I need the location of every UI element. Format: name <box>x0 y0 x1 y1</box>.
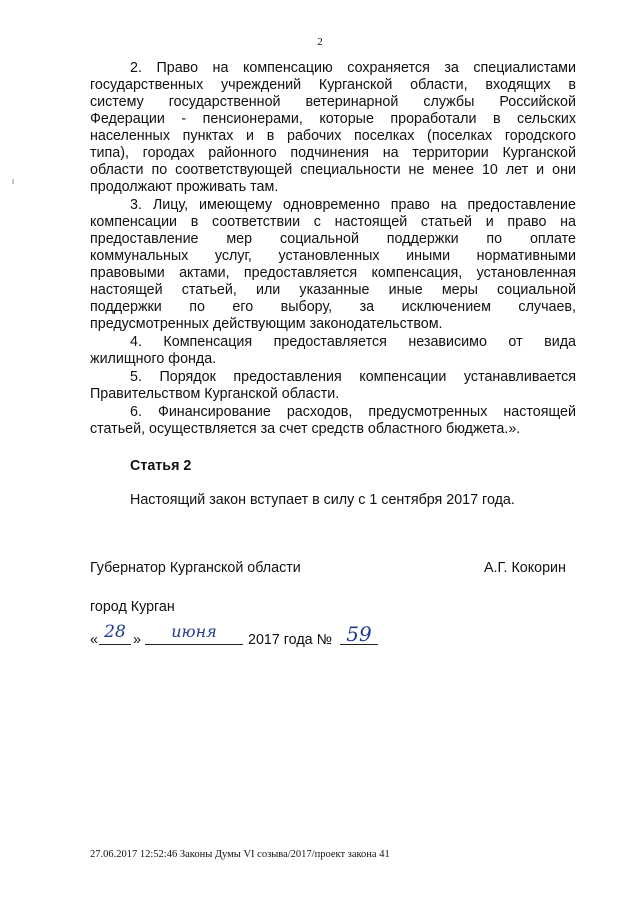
footer-file-path: 27.06.2017 12:52:46 Законы Думы VI созыва/2017/проект закона 41 <box>90 849 390 860</box>
body-line: типа), городах районного подчинения на территории Курганской <box>90 145 576 161</box>
body-line: Федерации - пенсионерами, которые проработали в сельских <box>90 111 576 127</box>
body-line: области по соответствующей специальности не менее 10 лет и они <box>90 162 576 178</box>
signatory-name: А.Г. Кокорин <box>484 560 566 576</box>
body-line: 6. Финансирование расходов, предусмотренных настоящей <box>130 404 576 420</box>
body-line: 2. Право на компенсацию сохраняется за специалистами <box>130 60 576 76</box>
open-quote: « <box>90 632 98 648</box>
close-quote: » <box>133 632 141 648</box>
day-field <box>99 622 131 645</box>
enactment-text: Настоящий закон вступает в силу с 1 сентября 2017 года. <box>130 492 515 508</box>
body-line: жилищного фонда. <box>90 351 217 367</box>
body-line: систему государственной ветеринарной службы Российской <box>90 94 576 110</box>
body-line: настоящей статьей, или указанные иные меры социальной <box>90 282 576 298</box>
date-line <box>90 624 410 650</box>
handwritten-month: июня <box>171 622 217 641</box>
body-line: компенсации в соответствии с настоящей статьей и право на <box>90 214 576 230</box>
number-field <box>340 622 378 645</box>
body-line: правовыми актами, предоставляется компенсация, установленная <box>90 265 576 281</box>
handwritten-day: 28 <box>104 622 126 642</box>
body-line: предоставление мер социальной поддержки по оплате <box>90 231 576 247</box>
month-field <box>145 622 243 645</box>
handwritten-number: 59 <box>346 622 372 646</box>
body-line: продолжают проживать там. <box>90 179 279 195</box>
page-number: 2 <box>317 36 323 48</box>
body-line: предусмотренных действующим законодательством. <box>90 316 443 332</box>
year-number-label: 2017 года № <box>248 632 332 648</box>
body-line: населенных пунктах и в рабочих поселках (поселках городского <box>90 128 576 144</box>
body-line: 4. Компенсация предоставляется независимо от вида <box>130 334 576 350</box>
body-line: коммунальных услуг, установленных иными нормативными <box>90 248 576 264</box>
body-line: 3. Лицу, имеющему одновременно право на предоставление <box>130 197 576 213</box>
body-line: 5. Порядок предоставления компенсации устанавливается <box>130 369 576 385</box>
body-line: государственных учреждений Курганской области, входящих в <box>90 77 576 93</box>
article-heading: Статья 2 <box>130 458 192 474</box>
body-line: статьей, осуществляется за счет средств областного бюджета.». <box>90 421 521 437</box>
body-line: поддержки по его выбору, за исключением случаев, <box>90 299 576 315</box>
margin-mark: ι <box>12 176 14 186</box>
body-line: Правительством Курганской области. <box>90 386 340 402</box>
signatory-title: Губернатор Курганской области <box>90 560 301 576</box>
city-line: город Курган <box>90 599 175 615</box>
